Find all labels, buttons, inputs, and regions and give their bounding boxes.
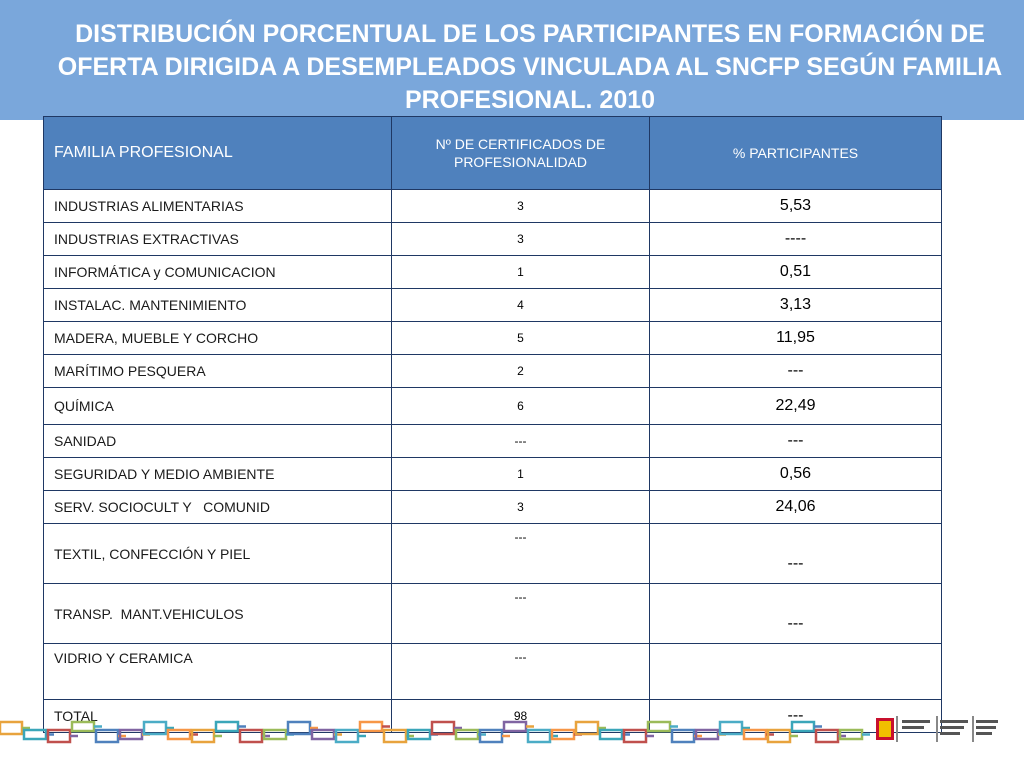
table-row (44, 322, 942, 355)
footer-pattern-shape (240, 730, 262, 742)
row-certificados: 3 (392, 223, 650, 256)
row-participantes: 24,06 (650, 491, 942, 524)
row-familia: MADERA, MUEBLE Y CORCHO (44, 322, 392, 355)
footer-pattern-shape (216, 722, 238, 731)
row-participantes: 3,13 (650, 289, 942, 322)
table-row (44, 491, 942, 524)
row-participantes: 0,56 (650, 458, 942, 491)
footer-pattern-shape (600, 730, 622, 739)
row-participantes: --- (650, 425, 942, 458)
footer-pattern-shape (840, 730, 862, 739)
footer-pattern-shape (720, 722, 742, 734)
table-row (44, 425, 942, 458)
row-participantes: 11,95 (650, 322, 942, 355)
header-certificados: Nº DE CERTIFICADOS DE PROFESIONALIDAD (392, 117, 650, 190)
row-certificados: --- (392, 584, 650, 644)
row-certificados: 4 (392, 289, 650, 322)
row-familia: VIDRIO Y CERAMICA (44, 644, 392, 700)
footer-pattern-shape (648, 722, 670, 731)
footer-pattern-shape (96, 730, 118, 742)
table-row (44, 223, 942, 256)
footer-pattern-shape (528, 730, 550, 742)
footer-pattern-shape (120, 730, 142, 739)
row-certificados: --- (392, 644, 650, 700)
row-certificados: 1 (392, 256, 650, 289)
row-participantes: 0,51 (650, 256, 942, 289)
footer-pattern-shape (72, 722, 94, 731)
footer-pattern-shape (288, 722, 310, 734)
table-row (44, 190, 942, 223)
table-row (44, 524, 942, 584)
row-certificados: 3 (392, 491, 650, 524)
row-participantes: 22,49 (650, 388, 942, 425)
footer-pattern-shape (816, 730, 838, 742)
row-certificados: 2 (392, 355, 650, 388)
row-familia: QUÍMICA (44, 388, 392, 425)
footer-pattern-shape (0, 722, 22, 734)
table-row (44, 584, 942, 644)
table-row (44, 388, 942, 425)
footer-pattern-shape (504, 722, 526, 731)
header-familia: FAMILIA PROFESIONAL (44, 117, 392, 190)
row-familia: INFORMÁTICA y COMUNICACION (44, 256, 392, 289)
footer-pattern-shape (432, 722, 454, 734)
row-participantes (650, 644, 942, 700)
table-header-row (44, 117, 942, 190)
row-participantes: --- (650, 584, 942, 644)
footer-pattern-shape (744, 730, 766, 739)
footer-pattern-shape (24, 730, 46, 739)
table-row (44, 256, 942, 289)
row-certificados: 3 (392, 190, 650, 223)
decorative-footer-pattern (0, 712, 1024, 768)
row-familia: SEGURIDAD Y MEDIO AMBIENTE (44, 458, 392, 491)
footer-pattern-shape (408, 730, 430, 739)
footer-pattern-shape (312, 730, 334, 739)
footer-pattern-shape (576, 722, 598, 734)
row-participantes: ---- (650, 223, 942, 256)
row-certificados: 1 (392, 458, 650, 491)
footer-pattern-shape (384, 730, 406, 742)
page-title: DISTRIBUCIÓN PORCENTUAL DE LOS PARTICIPANTES EN FORMACIÓN DE OFERTA DIRIGIDA A DESEMPLEADOS VINCULADA AL SNCFP SEGÚN FAMILIA PROFESIONAL. 2010 (57, 20, 1003, 114)
table-row (44, 289, 942, 322)
footer-pattern-shape (624, 730, 646, 742)
footer-pattern-shape (360, 722, 382, 731)
footer-pattern-shape (456, 730, 478, 739)
row-certificados: --- (392, 524, 650, 584)
row-familia: TEXTIL, CONFECCIÓN Y PIEL (44, 524, 392, 584)
footer-pattern-shape (480, 730, 502, 742)
row-certificados: 6 (392, 388, 650, 425)
row-certificados: 5 (392, 322, 650, 355)
footer-pattern-shape (792, 722, 814, 731)
row-participantes: --- (650, 524, 942, 584)
row-certificados: --- (392, 425, 650, 458)
table-row (44, 644, 942, 700)
row-familia: INSTALAC. MANTENIMIENTO (44, 289, 392, 322)
row-familia: TRANSP. MANT.VEHICULOS (44, 584, 392, 644)
table-row (44, 355, 942, 388)
footer-pattern-shape (264, 730, 286, 739)
footer-pattern-shape (672, 730, 694, 742)
spanish-government-coat-of-arms-icon (872, 712, 1002, 746)
row-participantes: 5,53 (650, 190, 942, 223)
row-certificados: 98 (392, 700, 650, 733)
footer-pattern-shape (168, 730, 190, 739)
header-participantes: % PARTICIPANTES (650, 117, 942, 190)
row-familia: SERV. SOCIOCULT Y COMUNID (44, 491, 392, 524)
row-familia: INDUSTRIAS ALIMENTARIAS (44, 190, 392, 223)
footer-pattern-shape (696, 730, 718, 739)
footer-pattern-shape (192, 730, 214, 742)
footer-pattern-shape (48, 730, 70, 742)
footer-pattern-shape (336, 730, 358, 742)
footer-pattern-shape (768, 730, 790, 742)
row-familia: TOTAL (44, 700, 392, 733)
footer-pattern-shape (552, 730, 574, 739)
row-familia: INDUSTRIAS EXTRACTIVAS (44, 223, 392, 256)
row-familia: SANIDAD (44, 425, 392, 458)
data-table (43, 116, 942, 733)
table-row (44, 458, 942, 491)
footer-pattern-shape (144, 722, 166, 734)
row-familia: MARÍTIMO PESQUERA (44, 355, 392, 388)
row-participantes: --- (650, 355, 942, 388)
row-participantes: --- (650, 700, 942, 733)
